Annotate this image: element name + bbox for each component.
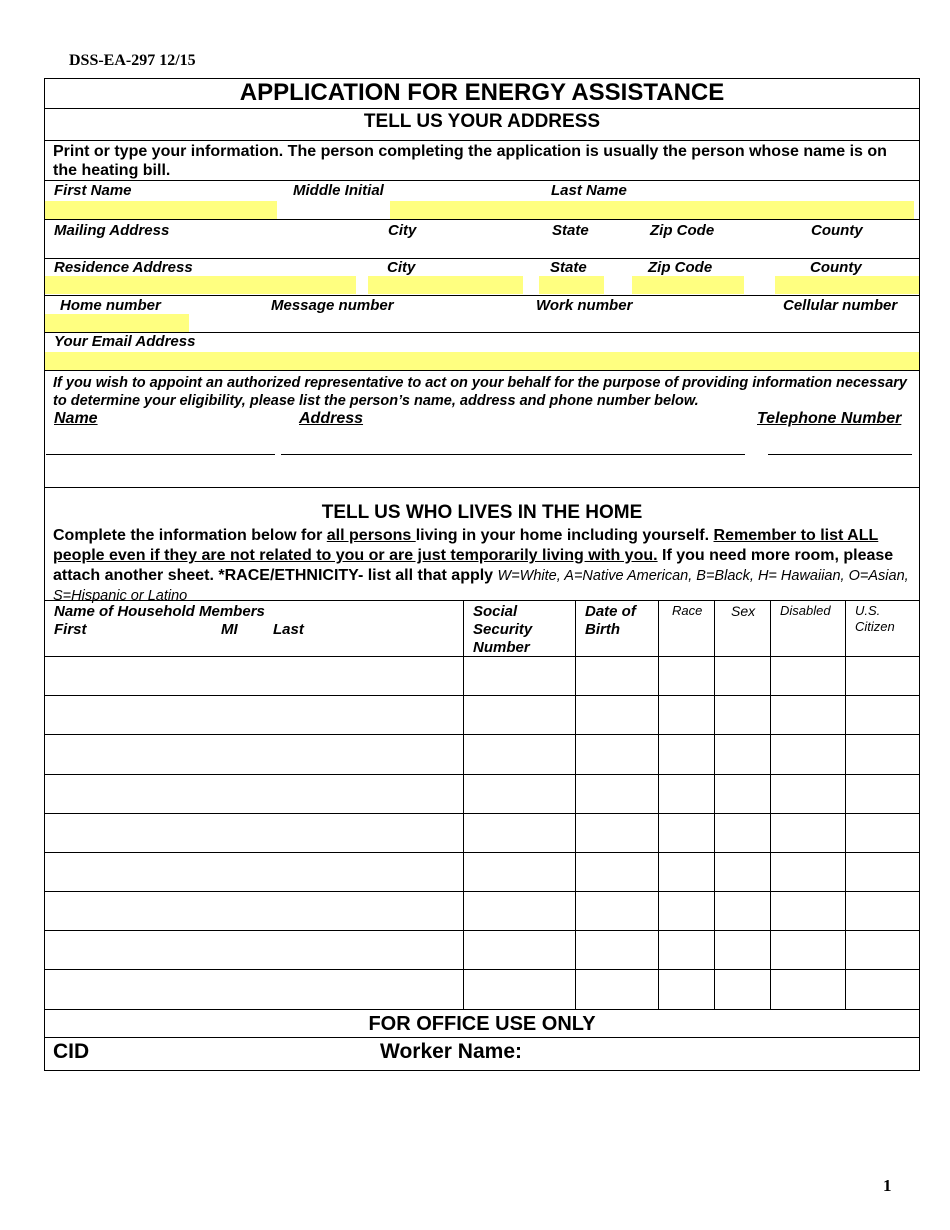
representative-instructions: If you wish to appoint an authorized representative to act on your behalf for the purpose of providing information necessary to determine your eligibility, please list the person’s name, address and phone number below.: [53, 375, 907, 409]
mi-column-header: MI: [221, 621, 238, 638]
table-column-divider: [770, 600, 771, 1009]
representative-telephone-line[interactable]: [768, 454, 912, 455]
address-section-heading: TELL US YOUR ADDRESS: [363, 111, 601, 132]
all-persons-text: all persons: [326, 527, 416, 544]
office-use-heading: FOR OFFICE USE ONLY: [368, 1013, 596, 1035]
last-name-field[interactable]: [390, 201, 914, 219]
ssn-column-header: Social Security Number: [473, 603, 533, 656]
race-codes-text: W=White, A=Native American, B=Black, H= Hawaiian, O=Asian, S=Hispanic or Latino: [53, 568, 909, 604]
worker-name-label: Worker Name:: [380, 1040, 522, 1063]
mailing-address-label: Mailing Address: [54, 222, 170, 239]
residence-county-label: County: [810, 259, 862, 276]
divider: [44, 600, 920, 601]
table-row[interactable]: [44, 813, 920, 814]
form-title: APPLICATION FOR ENERGY ASSISTANCE: [239, 79, 725, 106]
residence-state-label: State: [550, 259, 587, 276]
email-field[interactable]: [45, 352, 919, 370]
dob-column-header: Date of Birth: [585, 603, 636, 638]
table-row[interactable]: [44, 695, 920, 696]
divider: [44, 108, 920, 109]
table-column-divider: [658, 600, 659, 1009]
last-column-header: Last: [273, 621, 304, 638]
mailing-state-label: State: [552, 222, 589, 239]
divider: [44, 219, 920, 220]
disabled-column-header: Disabled: [780, 603, 831, 618]
message-number-label: Message number: [271, 297, 394, 314]
table-row[interactable]: [44, 891, 920, 892]
first-column-header: First: [54, 621, 87, 638]
table-row[interactable]: [44, 774, 920, 775]
table-row[interactable]: [44, 1009, 920, 1010]
divider: [44, 1037, 920, 1038]
mailing-city-label: City: [388, 222, 417, 239]
mailing-county-label: County: [811, 222, 863, 239]
work-number-label: Work number: [536, 297, 633, 314]
table-row[interactable]: [44, 734, 920, 735]
household-section-heading: TELL US WHO LIVES IN THE HOME: [321, 502, 643, 523]
first-name-label: First Name: [54, 182, 132, 199]
home-number-field[interactable]: [45, 314, 189, 332]
sex-column-header: Sex: [731, 603, 756, 619]
address-instructions: Print or type your information. The person completing the application is usually the person whose name is on the heating bill.: [53, 143, 887, 179]
cellular-number-label: Cellular number: [783, 297, 898, 314]
representative-name-label: Name: [54, 410, 98, 427]
form-code: DSS-EA-297 12/15: [69, 52, 196, 69]
residence-state-field[interactable]: [539, 276, 604, 294]
residence-address-field[interactable]: [45, 276, 356, 294]
residence-address-label: Residence Address: [54, 259, 193, 276]
residence-city-field[interactable]: [368, 276, 523, 294]
page-number: 1: [883, 1176, 892, 1195]
household-intro-text: If you need more room, please attach another sheet. *RACE/ETHNICITY- list all that apply: [53, 547, 894, 584]
race-column-header: Race: [672, 603, 703, 618]
middle-initial-label: Middle Initial: [293, 182, 384, 199]
divider: [44, 295, 920, 296]
household-instructions: [53, 526, 915, 606]
representative-address-line[interactable]: [281, 454, 745, 455]
last-name-label: Last Name: [551, 182, 627, 199]
representative-name-line[interactable]: [46, 454, 275, 455]
table-column-divider: [575, 600, 576, 1009]
representative-telephone-label: Telephone Number: [757, 410, 902, 427]
household-name-header: Name of Household Members: [54, 603, 265, 620]
divider: [44, 140, 920, 141]
table-row[interactable]: [44, 852, 920, 853]
mailing-zip-label: Zip Code: [650, 222, 715, 239]
residence-county-field[interactable]: [775, 276, 919, 294]
table-row[interactable]: [44, 930, 920, 931]
table-column-divider: [714, 600, 715, 1009]
divider: [44, 180, 920, 181]
divider: [44, 487, 920, 488]
household-intro-text: living in your home including yourself.: [415, 527, 714, 544]
table-row[interactable]: [44, 656, 920, 657]
residence-zip-label: Zip Code: [648, 259, 713, 276]
first-name-field[interactable]: [45, 201, 277, 219]
divider: [44, 370, 920, 371]
remember-text: Remember to list ALL people even if they are not related to you or are just temporarily living with you.: [53, 527, 879, 564]
table-column-divider: [845, 600, 846, 1009]
table-column-divider: [463, 600, 464, 1009]
residence-city-label: City: [387, 259, 416, 276]
representative-address-label: Address: [299, 410, 364, 427]
residence-zip-field[interactable]: [632, 276, 744, 294]
household-intro-text: Complete the information below for: [53, 527, 327, 544]
email-label: Your Email Address: [54, 333, 196, 350]
table-row[interactable]: [44, 969, 920, 970]
cid-label: CID: [53, 1040, 90, 1063]
citizen-column-header: U.S. Citizen: [855, 603, 895, 634]
home-number-label: Home number: [60, 297, 161, 314]
